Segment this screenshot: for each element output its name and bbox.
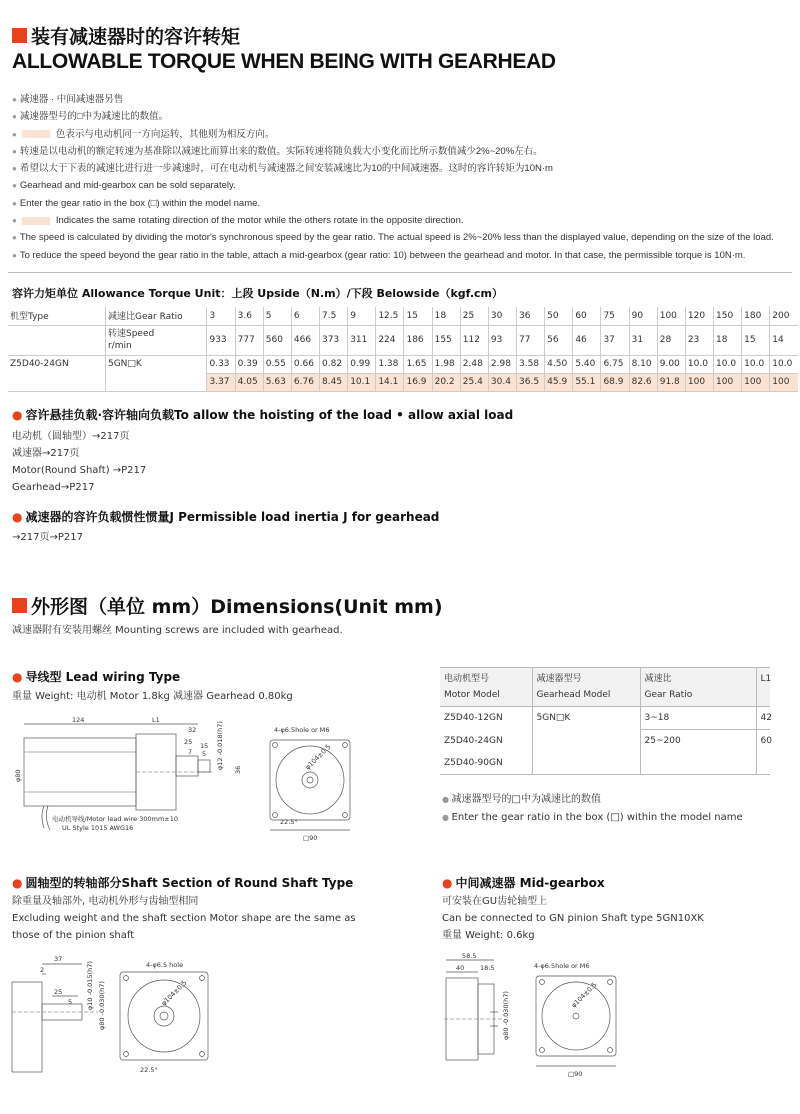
table-row	[8, 373, 798, 391]
dim-phi104: φ104±0.5	[159, 978, 189, 1008]
dim-phi80: φ80 -0.030(h7)	[98, 981, 106, 1030]
speed-cell: 373	[320, 325, 348, 355]
torque-kgf-cell: 20.2	[432, 373, 460, 391]
speed-cell: 18	[714, 325, 742, 355]
midgear-line: Can be connected to GN pinion Shaft type 5GN10XK	[442, 913, 704, 924]
torque-kgf-cell: 55.1	[573, 373, 601, 391]
bullet-dot-icon: ●	[12, 669, 23, 684]
motor-model-cell: Z5D40-12GN	[444, 713, 503, 723]
note-item: ● Enter the gear ratio in the box (□) within the model name.	[12, 195, 792, 212]
midgear-heading	[442, 874, 605, 891]
divider	[8, 272, 792, 273]
col-model-header: 机型Type	[8, 307, 105, 325]
inertia-heading-text: 减速器的容许负载惯性惯量J Permissible load inertia J for gearhead	[25, 510, 440, 524]
torque-unit-line: 容许力矩单位 Allowance Torque Unit：上段 Upside（N.m）/下段 Belowside（kgf.cm）	[12, 287, 503, 300]
dim-sq90: □90	[568, 1070, 583, 1078]
torque-kgf-cell: 100	[770, 373, 798, 391]
load-lines	[12, 428, 146, 496]
torque-nm-cell: 0.82	[320, 355, 348, 373]
speed-cell: 14	[770, 325, 798, 355]
gearhead-model-header: 减速器型号 Gearhead Model	[532, 668, 640, 707]
dim-5: 5	[68, 998, 73, 1006]
model-cell: Z5D40-24GN	[10, 359, 69, 370]
torque-nm-cell: 2.48	[460, 355, 488, 373]
dimensions-title-text: 外形图（单位 mm）Dimensions(Unit mm)	[31, 596, 443, 618]
table-row	[440, 752, 770, 775]
ratio-cell: 75	[601, 307, 629, 325]
load-heading	[12, 406, 513, 423]
torque-kgf-cell: 6.76	[291, 373, 319, 391]
torque-nm-cell: 9.00	[657, 355, 685, 373]
shaft-lines	[12, 893, 356, 944]
dim-l1: L1	[152, 716, 160, 724]
dim-32: 32	[188, 726, 197, 734]
note-item: ● 减速器型号的□中为减速比的数值。	[12, 108, 792, 125]
note-item: ● 希望以大于下表的减速比进行进一步减速时，可在电动机与减速器之间安装减速比为10的中间减速器。这时的容许转矩为10N·m	[12, 160, 792, 177]
note-item: ● Indicates the same rotating direction of the motor while the others rotate in the opposite direction.	[12, 212, 792, 229]
table-row	[8, 307, 798, 325]
ratio-cell: 5	[263, 307, 291, 325]
torque-nm-cell: 2.98	[488, 355, 516, 373]
speed-cell: 186	[404, 325, 432, 355]
ratio-cell: 150	[714, 307, 742, 325]
ratio-cell: 9	[348, 307, 376, 325]
dim-phi10: φ10 -0.015(h7)	[86, 961, 94, 1010]
torque-nm-cell: 10.0	[770, 355, 798, 373]
speed-cell: 77	[517, 325, 545, 355]
color-swatch	[22, 130, 50, 138]
torque-table	[8, 307, 798, 392]
speed-cell: 15	[742, 325, 770, 355]
ratio-cell: 12.5	[376, 307, 404, 325]
torque-kgf-cell: 100	[714, 373, 742, 391]
midgear-line: 重量 Weight: 0.6kg	[442, 930, 535, 941]
table-row	[440, 707, 770, 730]
midgear-line: 可安装在GU齿轮轴型上	[442, 896, 548, 907]
col-speed-header: 转速Speed r/min	[105, 325, 207, 355]
note-item: ● 转速是以电动机的额定转速为基准除以减速比而算出来的数值。实际转速将随负载大小变化而比所示数值减少2%~20%左右。	[12, 143, 792, 160]
title-square-icon	[12, 28, 27, 43]
speed-cell: 56	[545, 325, 573, 355]
torque-nm-cell: 3.58	[517, 355, 545, 373]
dim-5: 5	[202, 750, 207, 758]
ratio-cell: 15	[404, 307, 432, 325]
bullet-dot-icon: ●	[442, 875, 453, 890]
load-line: 电动机（圆轴型）→217页	[12, 431, 130, 442]
torque-nm-cell: 0.33	[207, 355, 235, 373]
torque-nm-cell: 0.55	[263, 355, 291, 373]
lead-wire-spec: UL Style 1015 AWG16	[62, 824, 134, 832]
speed-cell: 93	[488, 325, 516, 355]
ratio-cell: 3.6	[235, 307, 263, 325]
torque-kgf-cell: 14.1	[376, 373, 404, 391]
ratio-cell: 50	[545, 307, 573, 325]
torque-kgf-cell: 4.05	[235, 373, 263, 391]
note-item: ● The speed is calculated by dividing the motor's synchronous speed by the gear ratio. The actual speed is 2%~20% less than the displayed value, depending on the size of the load.	[12, 229, 792, 246]
torque-kgf-cell: 36.5	[517, 373, 545, 391]
table-row	[8, 355, 798, 373]
dim-2: 2	[40, 966, 45, 974]
torque-nm-cell: 10.0	[714, 355, 742, 373]
dim-124: 124	[72, 716, 85, 724]
torque-nm-cell: 0.39	[235, 355, 263, 373]
midgear-front-drawing	[528, 958, 628, 1080]
torque-kgf-cell: 5.63	[263, 373, 291, 391]
midgear-heading-text: 中间减速器 Mid-gearbox	[455, 876, 605, 890]
speed-cell: 31	[629, 325, 657, 355]
col-ratio-header: 减速比Gear Ratio	[105, 307, 207, 325]
dim-18: 18.5	[480, 964, 495, 972]
gearhead-cell: 5GN□K	[105, 355, 207, 373]
torque-kgf-cell: 16.9	[404, 373, 432, 391]
shaft-front-drawing	[110, 958, 220, 1080]
table-row	[440, 730, 770, 753]
ratio-cell: 200	[770, 307, 798, 325]
load-line: Gearhead→P217	[12, 482, 95, 493]
shaft-front-view	[120, 972, 208, 1060]
torque-kgf-cell: 3.37	[207, 373, 235, 391]
dim-hole: 4-φ6.5hole or M6	[534, 962, 590, 970]
speed-cell: 37	[601, 325, 629, 355]
torque-kgf-cell: 91.8	[657, 373, 685, 391]
speed-cell: 224	[376, 325, 404, 355]
torque-nm-cell: 1.38	[376, 355, 404, 373]
dimensions-note: 减速器附有安装用螺丝 Mounting screws are included with gearhead.	[12, 625, 343, 636]
dim-37: 37	[54, 955, 63, 963]
speed-cell: 23	[685, 325, 713, 355]
l1-cell: 60	[756, 730, 770, 753]
torque-nm-cell: 5.40	[573, 355, 601, 373]
dim-7: 7	[188, 748, 193, 756]
torque-nm-cell: 10.0	[685, 355, 713, 373]
motor-model-cell: Z5D40-90GN	[440, 752, 532, 775]
midgear-lines	[442, 893, 704, 944]
torque-kgf-cell: 82.6	[629, 373, 657, 391]
speed-cell: 28	[657, 325, 685, 355]
speed-cell: 311	[348, 325, 376, 355]
bullet-dot-icon: ●	[12, 875, 23, 890]
ratio-cell: 100	[657, 307, 685, 325]
lead-wiring-heading-text: 导线型 Lead wiring Type	[25, 670, 181, 684]
dim-sq90: □90	[303, 834, 318, 842]
dim-phi80: φ80	[14, 769, 22, 782]
gearhead-model-cell: 5GN□K	[532, 707, 640, 730]
inertia-line: →217页→P217	[12, 532, 83, 543]
torque-kgf-cell: 100	[742, 373, 770, 391]
table-row	[440, 668, 770, 707]
ratio-cell: 90	[629, 307, 657, 325]
model-note-cn: ● 减速器型号的□中为减速比的数值	[442, 794, 601, 805]
shaft-heading	[12, 874, 353, 891]
note-item: ● To reduce the speed beyond the gear ratio in the table, attach a mid-gearbox (gear ratio: 10) between the gearhead and motor. In that case, the permissible torque is 10N·m.	[12, 247, 792, 264]
speed-cell: 155	[432, 325, 460, 355]
gear-ratio-cell: 25~200	[640, 730, 756, 753]
ratio-cell: 30	[488, 307, 516, 325]
speed-cell: 933	[207, 325, 235, 355]
gear-ratio-header: 减速比 Gear Ratio	[640, 668, 756, 707]
torque-kgf-cell: 30.4	[488, 373, 516, 391]
dim-25: 25	[54, 988, 63, 996]
ratio-cell: 18	[432, 307, 460, 325]
dim-58: 58.5	[462, 952, 477, 960]
empty-cell	[532, 752, 640, 775]
motor-model-cell: Z5D40-24GN	[444, 735, 503, 746]
ratio-cell: 25	[460, 307, 488, 325]
speed-cell: 466	[291, 325, 319, 355]
lead-wiring-weight: 重量 Weight: 电动机 Motor 1.8kg 减速器 Gearhead 0.80kg	[12, 691, 293, 702]
shaft-line: those of the pinion shaft	[12, 930, 135, 941]
dim-hole: 4-φ6.5hole or M6	[274, 726, 330, 734]
gear-ratio-cell: 3~18	[640, 707, 756, 730]
empty-cell	[8, 325, 105, 355]
ratio-cell: 6	[291, 307, 319, 325]
torque-nm-cell: 1.65	[404, 355, 432, 373]
model-note-en: ● Enter the gear ratio in the box (□) within the model name	[442, 812, 743, 823]
ratio-cell: 120	[685, 307, 713, 325]
lead-wiring-drawing	[12, 712, 352, 852]
torque-kgf-cell: 68.9	[601, 373, 629, 391]
title-square-icon	[12, 598, 27, 613]
ratio-cell: 7.5	[320, 307, 348, 325]
motor-front-view	[270, 740, 350, 830]
torque-nm-cell: 6.75	[601, 355, 629, 373]
load-line: Motor(Round Shaft) →P217	[12, 465, 147, 476]
motor-model-header: 电动机型号 Motor Model	[440, 668, 532, 707]
ratio-cell: 36	[517, 307, 545, 325]
dim-angle: 22.5°	[280, 818, 298, 826]
torque-kgf-cell: 45.9	[545, 373, 573, 391]
torque-nm-cell: 1.98	[432, 355, 460, 373]
page-title-cn	[12, 22, 240, 49]
dim-36: 36	[234, 765, 242, 774]
shaft-line: 除重量及轴部外, 电动机外形与齿轴型相同	[12, 896, 199, 907]
empty-cell	[532, 730, 640, 753]
dim-25: 25	[184, 738, 193, 746]
l1-header: L1	[756, 668, 770, 707]
bullet-dot-icon: ●	[12, 509, 23, 524]
empty-cell	[105, 373, 207, 391]
torque-kgf-cell: 10.1	[348, 373, 376, 391]
empty-cell	[640, 752, 756, 775]
torque-nm-cell: 0.99	[348, 355, 376, 373]
title-cn-text: 装有减速器时的容许转矩	[31, 26, 241, 48]
page-title-en: ALLOWABLE TORQUE WHEN BEING WITH GEARHEAD	[12, 50, 556, 73]
inertia-heading	[12, 508, 439, 525]
empty-cell	[8, 373, 105, 391]
load-line: 减速器→217页	[12, 448, 80, 459]
speed-cell: 46	[573, 325, 601, 355]
table-row	[8, 325, 798, 355]
ratio-cell: 180	[742, 307, 770, 325]
dimensions-title	[12, 592, 443, 619]
torque-kgf-cell: 100	[685, 373, 713, 391]
model-table	[440, 667, 770, 775]
note-item: ● Gearhead and mid-gearbox can be sold separately.	[12, 177, 792, 194]
torque-nm-cell: 4.50	[545, 355, 573, 373]
torque-kgf-cell: 8.45	[320, 373, 348, 391]
dim-hole: 4-φ6.5 hole	[146, 961, 184, 969]
dim-phi104: φ104±0.5	[303, 742, 333, 772]
dim-phi12: φ12 -0.018(h7)	[216, 721, 224, 770]
note-item: ● 减速器 · 中间减速器另售	[12, 91, 792, 108]
midgear-side-view	[444, 960, 502, 1060]
torque-kgf-cell: 25.4	[460, 373, 488, 391]
bullet-dot-icon: ●	[12, 407, 23, 422]
dim-angle: 22.5°	[140, 1066, 158, 1074]
color-swatch	[22, 217, 50, 225]
empty-cell	[756, 752, 770, 775]
lead-wiring-heading	[12, 668, 180, 685]
notes-list	[12, 91, 792, 264]
dim-phi80: φ80 -0.030(h7)	[502, 991, 510, 1040]
torque-nm-cell: 0.66	[291, 355, 319, 373]
dim-phi104: φ104±0.5	[569, 980, 599, 1010]
shaft-heading-text: 圆轴型的转轴部分Shaft Section of Round Shaft Type	[25, 876, 354, 890]
shaft-line: Excluding weight and the shaft section Motor shape are the same as	[12, 913, 356, 924]
torque-nm-cell: 8.10	[629, 355, 657, 373]
load-heading-text: 容许悬挂负载·容许轴向负载To allow the hoisting of the load • allow axial load	[25, 408, 514, 422]
l1-cell: 42	[756, 707, 770, 730]
ratio-cell: 3	[207, 307, 235, 325]
lead-wire-label: 电动机导线/Motor lead wire 300mm±10	[52, 815, 179, 823]
note-item: ● 色表示与电动机同一方向运转，其他则为相反方向。	[12, 126, 792, 143]
ratio-cell: 60	[573, 307, 601, 325]
speed-cell: 777	[235, 325, 263, 355]
torque-nm-cell: 10.0	[742, 355, 770, 373]
dim-40: 40	[456, 964, 465, 972]
dim-15: 15	[200, 742, 209, 750]
speed-cell: 112	[460, 325, 488, 355]
speed-cell: 560	[263, 325, 291, 355]
midgear-front-view	[536, 976, 616, 1066]
